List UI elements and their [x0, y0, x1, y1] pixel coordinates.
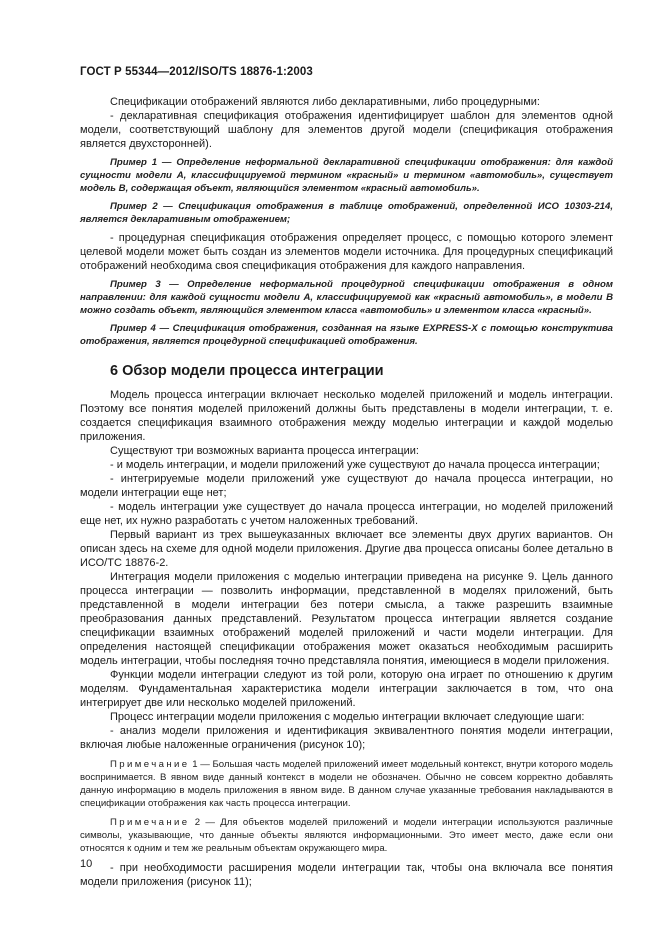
example-4: Пример 4 — Спецификация отображения, созданная на языке EXPRESS-X с помощью конструктива отображения, является процедурной спецификацией отображения. — [80, 323, 613, 347]
example-1: Пример 1 — Определение неформальной декларативной спецификации отображения: для каждой сущности модели А, классифицируемой термином «красный» и термином «автомобиль», существует модель В, содержащая объект, являющийся элементом «красный автомобиль». — [80, 157, 613, 194]
example-2: Пример 2 — Спецификация отображения в таблице отображений, определенной ИСО 10303-214, является декларативным отображением; — [80, 201, 613, 225]
note-1-label: Примечание — [110, 759, 190, 770]
page-content — [80, 95, 613, 889]
paragraph-functions: Функции модели интеграции следуют из той роли, которую она играет по отношению к другим моделям. Фундаментальная характеристика модели интеграции заключается в том, что она интегрирует две или несколько моделей приложений. — [80, 669, 613, 709]
example-3: Пример 3 — Определение неформальной процедурной спецификации отображения в одном направлении: для каждой сущности модели А, классифицируемой как «красный автомобиль», в модели В можно создать объект, являющийся элементом класса «автомобиль» и элементом класса «красный». — [80, 279, 613, 316]
note-1-text: 1 — Большая часть моделей приложений имеет модельный контекст, внутри которого модель воспринимается. В явном виде данный контекст в модели не обозначен. Обычно не совсем корректно добавлять данную информацию в модель приложения в явном виде. В данном случае указанные требования накладываются в спецификации отображения как часть процесса интеграции. — [80, 759, 613, 809]
paragraph-mapping-types: Спецификации отображений являются либо декларативными, либо процедурными: — [110, 96, 540, 108]
page-number: 10 — [80, 858, 93, 870]
paragraph-figure-9: Интеграция модели приложения с моделью интеграции приведена на рисунке 9. Цель данного процесса интеграции — позволить информации, представленной в моделях приложений, быть представленной в модели интеграции без потери смысла, а также разрешить взаимные преобразования данных представлений. Результатом процесса интеграции является создание спецификации взаимных отображений моделей приложений и части модели интеграции. Для определения настоящей спецификации отображения может оказаться необходимым расширить модель интеграции, чтобы последняя точно представляла понятия, имеющиеся в модели приложения. — [80, 571, 613, 667]
paragraph-overview: Модель процесса интеграции включает несколько моделей приложений и модель интеграции. Поэтому все понятия моделей приложений должны быть представлены в модели интеграции, т. е. создается спецификация взаимного отображения между моделью интеграции и каждой моделью приложения. — [80, 389, 613, 443]
list-item-procedural: - процедурная спецификация отображения определяет процесс, с помощью которого элемент целевой модели может быть создан из элементов модели источника. Для процедурных спецификаций отображений необходима своя спецификация отображения для каждого направления. — [80, 232, 613, 272]
note-2-label: Примечание — [110, 817, 190, 828]
note-2 — [80, 816, 613, 855]
list-item-declarative: - декларативная спецификация отображения идентифицирует шаблон для элементов одной модели, соответствующий шаблону для элементов другой модели (спецификация отображения является двухсторонней). — [80, 110, 613, 150]
list-item-variant-3: - модель интеграции уже существует до начала процесса интеграции, но моделей приложений еще нет, их нужно разработать с учетом наложенных требований. — [80, 501, 613, 527]
document-header: ГОСТ Р 55344—2012/ISO/TS 18876-1:2003 — [80, 66, 313, 78]
note-1 — [80, 758, 613, 810]
section-heading: 6 Обзор модели процесса интеграции — [110, 363, 384, 379]
list-item-extension: - при необходимости расширения модели интеграции так, чтобы она включала все понятия модели приложения (рисунок 11); — [80, 862, 613, 888]
list-item-variant-1: - и модель интеграции, и модели приложений уже существуют до начала процесса интеграции; — [110, 459, 600, 471]
list-item-analysis: - анализ модели приложения и идентификация эквивалентного понятия модели интеграции, включая любые наложенные ограничения (рисунок 10); — [80, 725, 613, 751]
list-item-variant-2: - интегрируемые модели приложений уже существуют до начала процесса интеграции, но модели интеграции еще нет; — [80, 473, 613, 499]
paragraph-steps-intro: Процесс интеграции модели приложения с моделью интеграции включает следующие шаги: — [110, 711, 585, 723]
note-2-text: 2 — Для объектов моделей приложений и модели интеграции используются различные символы, указывающие, что данные объекты являются информационными. Это имеет место, даже если они относятся к одним и тем же реальным объектам окружающего мира. — [80, 817, 613, 854]
paragraph-variants-intro: Существуют три возможных варианта процесса интеграции: — [110, 445, 419, 457]
paragraph-first-variant: Первый вариант из трех вышеуказанных включает все элементы двух других вариантов. Он описан здесь на схеме для одной модели приложения. Другие два процесса описаны более детально в ИСО/ТС 18876-2. — [80, 529, 613, 569]
